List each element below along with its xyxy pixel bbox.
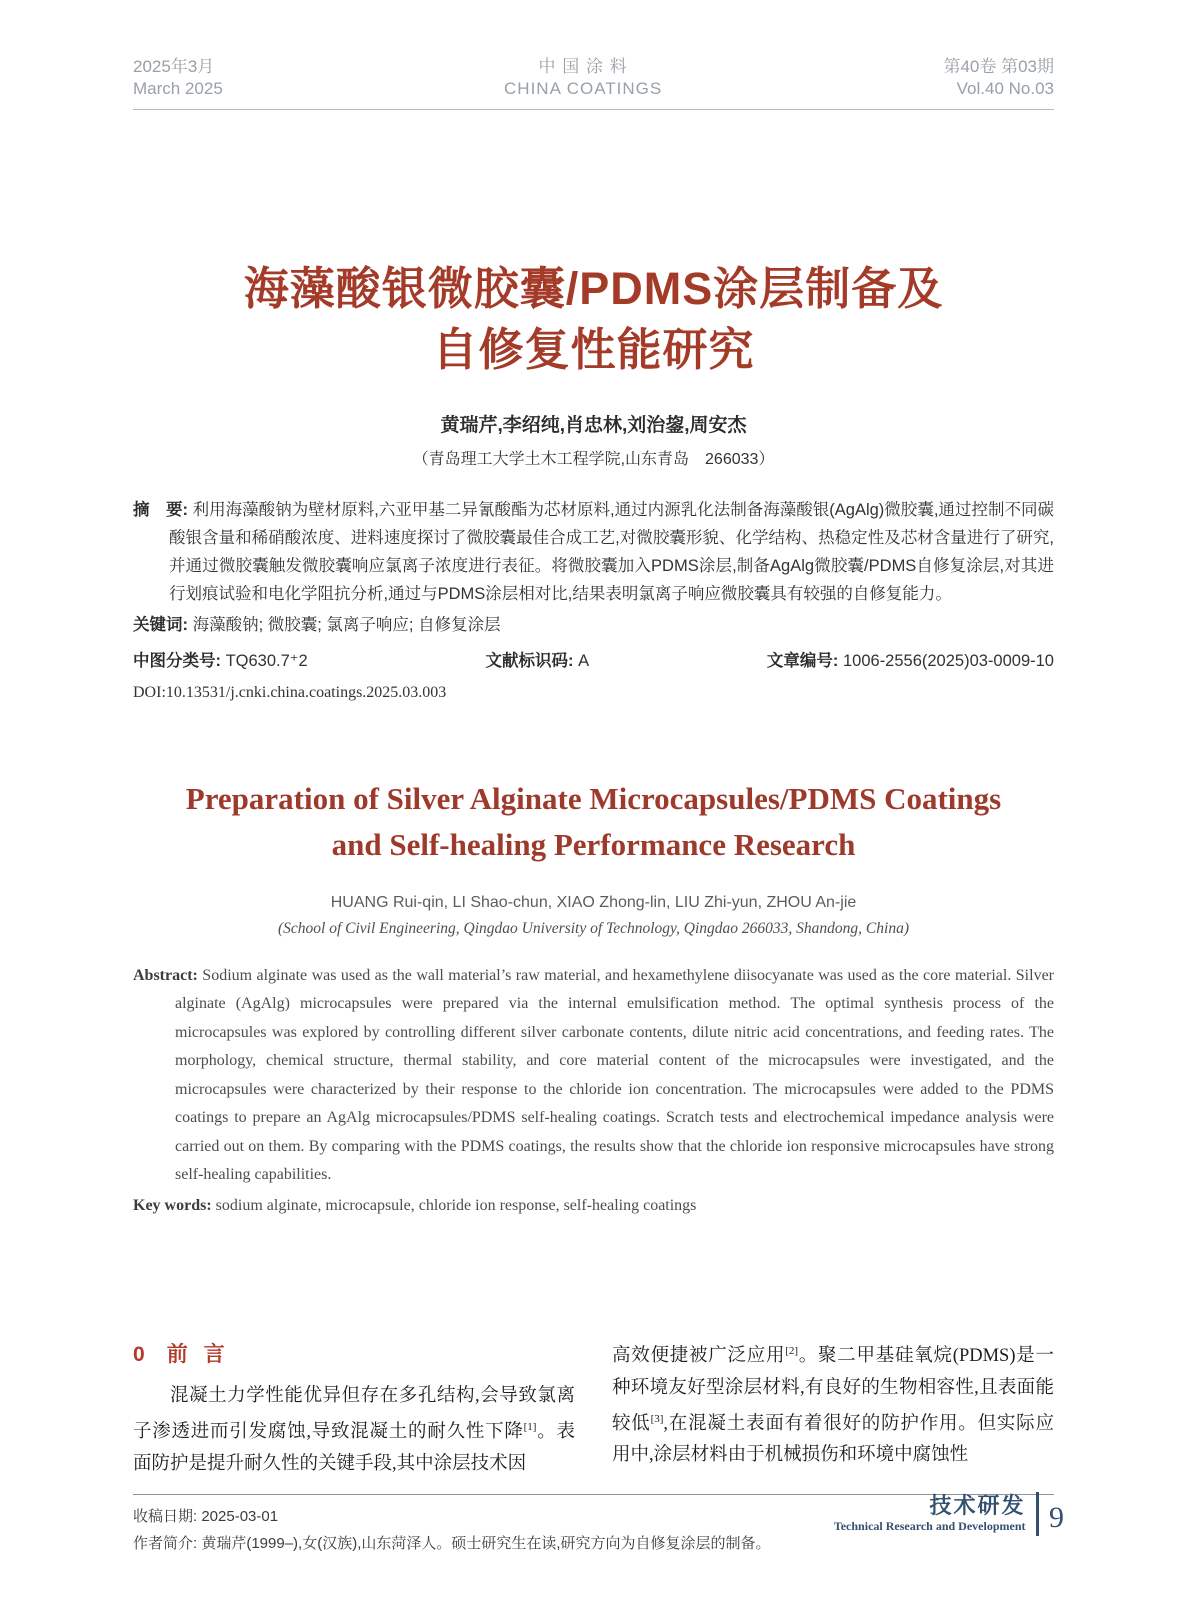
article-title-en-line2: and Self-healing Performance Research xyxy=(331,827,856,863)
meta-article-id-label: 文章编号: xyxy=(766,652,839,671)
header-journal-name xyxy=(504,56,662,100)
meta-article-id xyxy=(767,647,1054,675)
abstract-en-label: Abstract: xyxy=(133,966,198,984)
keywords-en-label: Key words: xyxy=(133,1196,212,1214)
article-title-en-line1: Preparation of Silver Alginate Microcapsules/PDMS Coatings xyxy=(185,781,1002,817)
keywords-cn xyxy=(133,611,1054,639)
keywords-en xyxy=(133,1192,1054,1221)
body-column-right xyxy=(612,1336,1054,1479)
article-title-en xyxy=(0,776,1187,868)
header-date xyxy=(133,56,223,100)
meta-doc-code-value: A xyxy=(578,652,590,671)
footer-section-cn: 技术研发 xyxy=(929,1493,1026,1518)
meta-doc-code xyxy=(485,647,589,675)
meta-article-id-value: 1006-2556(2025)03-0009-10 xyxy=(842,652,1054,671)
journal-header xyxy=(133,0,1054,110)
abstract-cn xyxy=(133,496,1054,608)
header-date-en: March 2025 xyxy=(133,79,223,98)
header-issue-cn: 第40卷 第03期 xyxy=(943,57,1054,76)
body-column-left xyxy=(133,1336,575,1479)
body-paragraph-right: 高效便捷被广泛应用[2]。聚二甲基硅氧烷(PDMS)是一种环境友好型涂层材料,有良好的生物相容性,且表面能较低[3],在混凝土表面有着很好的防护作用。但实际应用中,涂层材料由于机械损伤和环境中腐蚀性 xyxy=(612,1345,1054,1465)
article-title-cn-line1: 海藻酸银微胶囊/PDMS涂层制备及 xyxy=(243,263,944,314)
section-number: 0 xyxy=(133,1343,145,1367)
footer-section-en: Technical Research and Development xyxy=(833,1519,1026,1533)
keywords-en-text: sodium alginate, microcapsule, chloride ion response, self-healing coatings xyxy=(215,1196,697,1214)
article-title-cn xyxy=(0,258,1187,380)
body-paragraph-left: 混凝土力学性能优异但存在多孔结构,会导致氯离子渗透进而引发腐蚀,导致混凝土的耐久性下降[1]。表面防护是提升耐久性的关键手段,其中涂层技术因 xyxy=(133,1386,575,1474)
keywords-cn-text: 海藻酸钠; 微胶囊; 氯离子响应; 自修复涂层 xyxy=(192,616,501,635)
received-date: 收稿日期: 2025-03-01 xyxy=(133,1507,279,1525)
header-journal-cn: 中 国 涂 料 xyxy=(538,57,628,76)
article-body xyxy=(133,1336,1054,1479)
page-footer xyxy=(834,1492,1064,1536)
meta-clc xyxy=(133,647,308,675)
article-title-cn-line2: 自修复性能研究 xyxy=(432,324,755,375)
header-issue-en: Vol.40 No.03 xyxy=(956,79,1054,98)
meta-clc-label: 中图分类号: xyxy=(133,652,221,671)
section-title: 前言 xyxy=(166,1343,241,1367)
abstract-cn-text: 利用海藻酸钠为壁材原料,六亚甲基二异氰酸酯为芯材原料,通过内源乳化法制备海藻酸银(AgAlg)微胶囊,通过控制不同碳酸银含量和稀硝酸浓度、进料速度探讨了微胶囊最佳合成工艺,对微胶囊形貌、化学结构、热稳定性及芯材含量进行了研究,并通过微胶囊触发微胶囊响应氯离子浓度进行表征。将微胶囊加入PDMS涂层,制备AgAlg微胶囊/PDMS自修复涂层,对其进行划痕试验和电化学阻抗分析,通过与PDMS涂层相对比,结果表明氯离子响应微胶囊具有较强的自修复能力。 xyxy=(169,501,1054,604)
abstract-en xyxy=(133,962,1054,1190)
meta-clc-value: TQ630.7⁺2 xyxy=(225,652,308,671)
header-date-cn: 2025年3月 xyxy=(133,57,215,76)
authors-cn: 黄瑞芹,李绍纯,肖忠林,刘治鋆,周安杰 xyxy=(440,415,747,437)
author-bio: 作者简介: 黄瑞芹(1999–),女(汉族),山东菏泽人。硕士研究生在读,研究方向为自修复涂层的制备。 xyxy=(133,1534,771,1552)
header-journal-en: CHINA COATINGS xyxy=(504,79,663,98)
footer-section-labels xyxy=(834,1494,1026,1534)
abstract-cn-label: 摘 要: xyxy=(133,501,189,520)
meta-doc-code-label: 文献标识码: xyxy=(485,652,574,671)
keywords-cn-label: 关键词: xyxy=(133,616,188,635)
section-heading xyxy=(133,1338,575,1368)
abstract-en-text: Sodium alginate was used as the wall material’s raw material, and hexamethylene diisocyanate was used as the core material. Silver alginate (AgAlg) microcapsules were prepared via the internal emulsification method. The optimal synthesis process of the microcapsules was explored by controlling different silver carbonate contents, dilute nitric acid concentrations, and feeding rates. The morphology, chemical structure, thermal stability, and core material content of the microcapsules were investigated, and the microcapsules were characterized by their response to the chloride ion concentration. The microcapsules were added to the PDMS coatings to prepare an AgAlg microcapsules/PDMS self-healing coatings. Scratch tests and electrochemical impedance analysis were carried out on them. By comparing with the PDMS coatings, the results show that the chloride ion responsive microcapsules have strong self-healing capabilities. xyxy=(175,966,1054,1184)
authors-en: HUANG Rui-qin, LI Shao-chun, XIAO Zhong-lin, LIU Zhi-yun, ZHOU An-jie xyxy=(330,893,857,911)
meta-row xyxy=(133,647,1054,675)
doi-line: DOI:10.13531/j.cnki.china.coatings.2025.03.003 xyxy=(133,684,447,702)
affiliation-en: (School of Civil Engineering, Qingdao University of Technology, Qingdao 266033, Shandong, China) xyxy=(277,919,909,937)
affiliation-cn: （青岛理工大学土木工程学院,山东青岛 266033） xyxy=(412,451,775,469)
header-issue xyxy=(943,56,1054,100)
page-number: 9 xyxy=(1049,1501,1064,1534)
footer-divider-bar xyxy=(1036,1492,1040,1536)
